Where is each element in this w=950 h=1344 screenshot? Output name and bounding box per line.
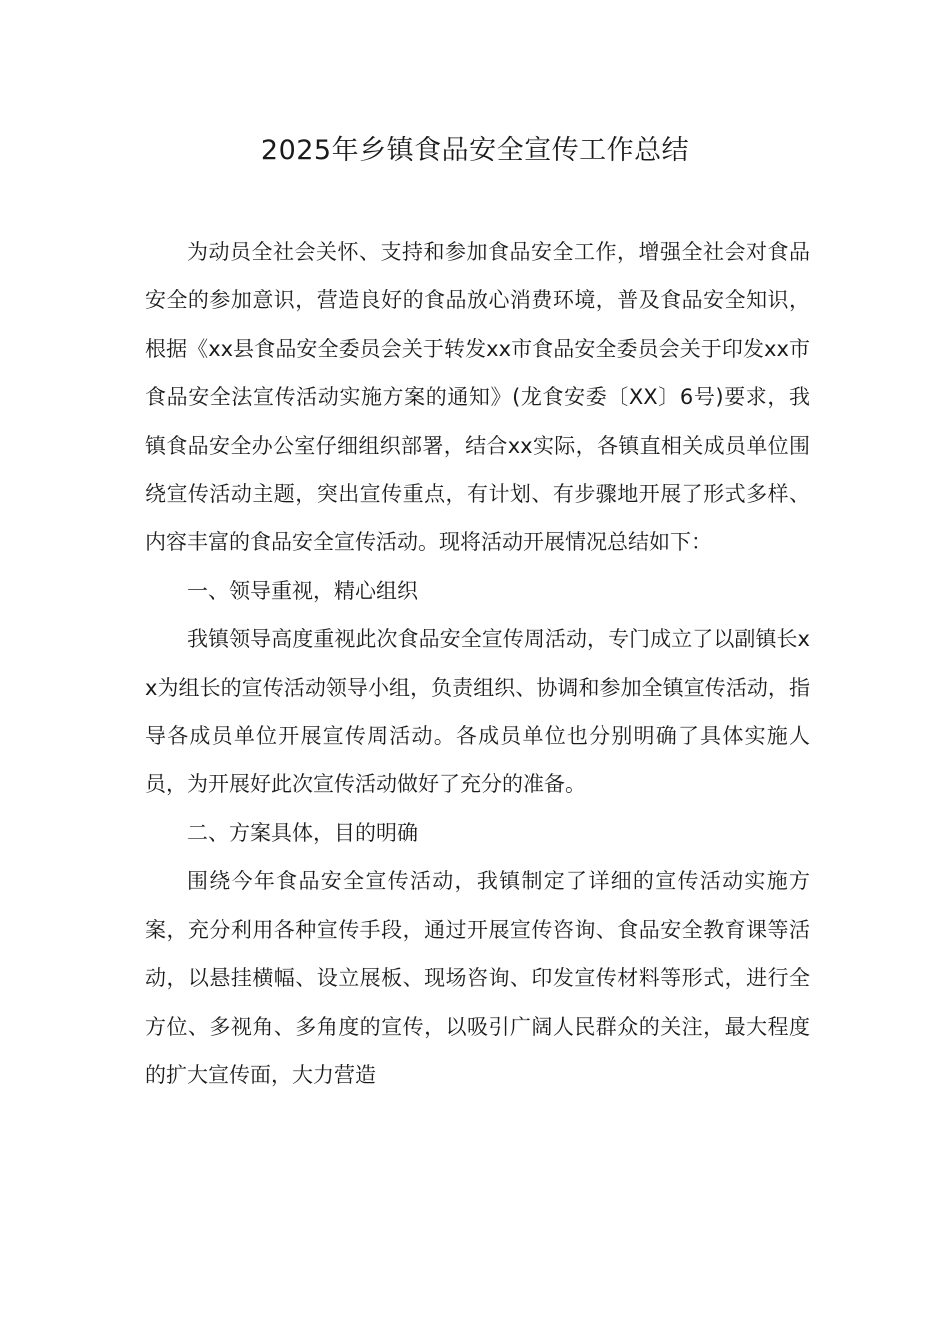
document-title: 2025年乡镇食品安全宣传工作总结 — [260, 135, 690, 166]
paragraph-section-1: 我镇领导高度重视此次食品安全宣传周活动，专门成立了以副镇长xx为组长的宣传活动领导小组，负责组织、协调和参加全镇宣传活动，指导各成员单位开展宣传周活动。各成员单位也分别明确了具体实施人员，为开展好此次宣传活动做好了充分的准备。 — [145, 627, 810, 797]
paragraph-section-2: 围绕今年食品安全宣传活动，我镇制定了详细的宣传活动实施方案，充分利用各种宣传手段，通过开展宣传咨询、食品安全教育课等活动，以悬挂横幅、设立展板、现场咨询、印发宣传材料等形式，进行全方位、多视角、多角度的宣传，以吸引广阔人民群众的关注，最大程度的扩大宣传面，大力营造 — [145, 869, 810, 1087]
section-heading-2: 二、方案具体，目的明确 — [187, 820, 418, 845]
section-heading-1: 一、领导重视，精心组织 — [187, 578, 418, 603]
document-body — [145, 228, 810, 1099]
paragraph-intro: 为动员全社会关怀、支持和参加食品安全工作，增强全社会对食品安全的参加意识，营造良好的食品放心消费环境，普及食品安全知识，根据《xx县食品安全委员会关于转发xx市食品安全委员会关于印发xx市食品安全法宣传活动实施方案的通知》(龙食安委〔XX〕6号)要求，我镇食品安全办公室仔细组织部署，结合xx实际，各镇直相关成员单位围绕宣传活动主题，突出宣传重点，有计划、有步骤地开展了形式多样、内容丰富的食品安全宣传活动。现将活动开展情况总结如下： — [145, 240, 810, 555]
